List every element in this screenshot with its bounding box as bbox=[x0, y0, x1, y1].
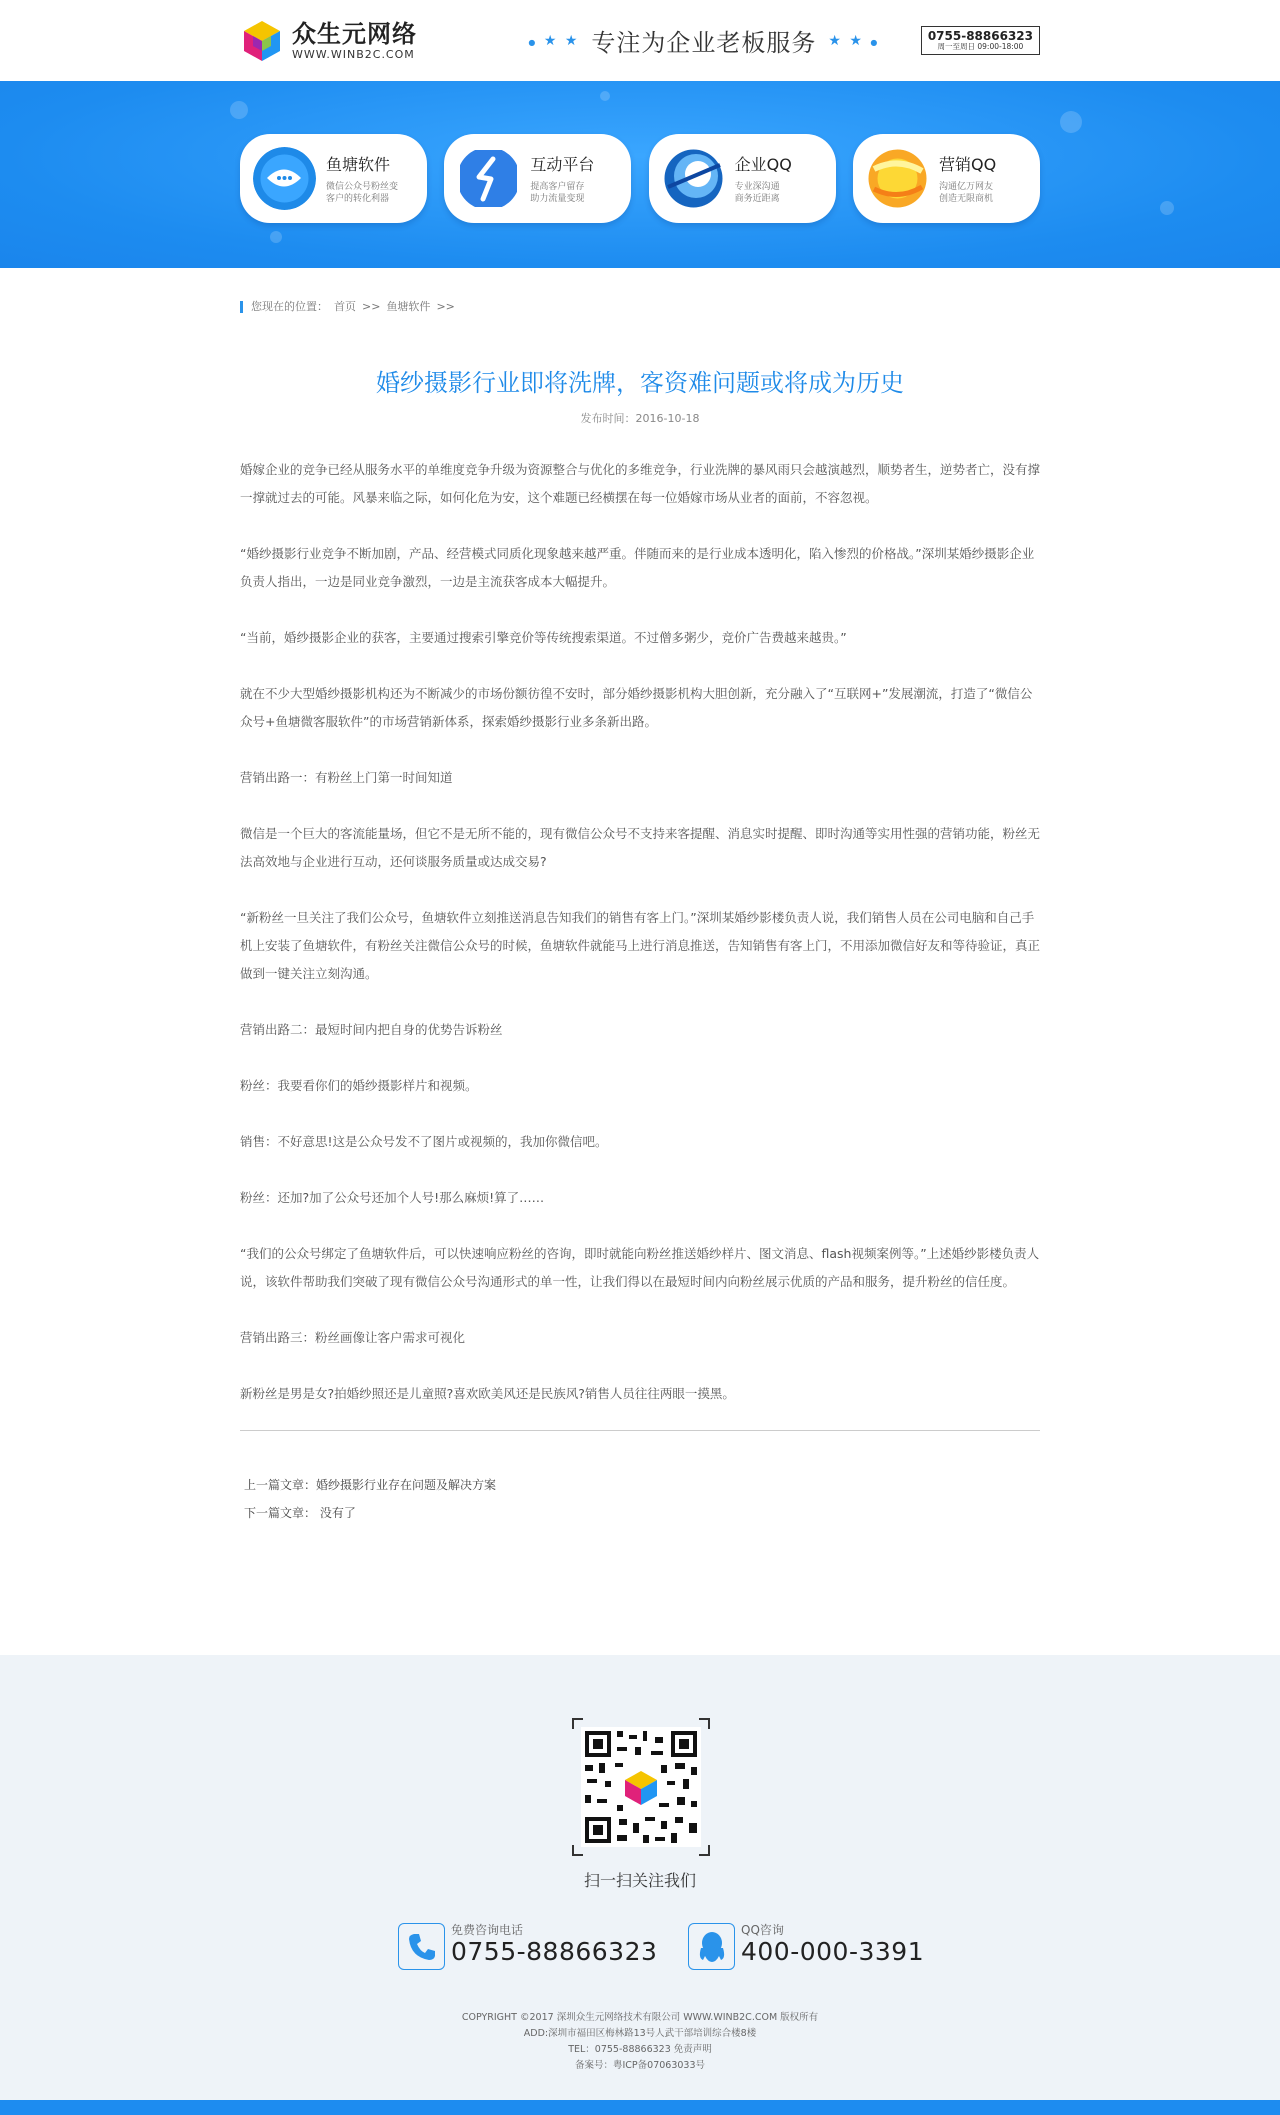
address-text: ADD:深圳市福田区梅林路13号人武干部培训综合楼8楼 bbox=[523, 2028, 757, 2039]
star-left-icon: ● ★ ★ bbox=[528, 32, 580, 49]
article-paragraph: “当前，婚纱摄影企业的获客，主要通过搜索引擎竞价等传统搜索渠道。不过僧多粥少，竞价广告费越来越贵。” bbox=[240, 630, 847, 645]
article-paragraph: 营销出路三：粉丝画像让客户需求可视化 bbox=[240, 1330, 466, 1345]
card-fishpond[interactable] bbox=[240, 134, 427, 223]
breadcrumb-current[interactable]: 鱼塘软件 bbox=[386, 300, 431, 313]
breadcrumb-prefix: 您现在的位置： bbox=[251, 300, 328, 313]
scan-follow-text: 扫一扫关注我们 bbox=[583, 1871, 696, 1890]
marketing-qq-icon bbox=[866, 147, 929, 210]
article-paragraph: 就在不少大型婚纱摄影机构还为不断减少的市场份额彷徨不安时，部分婚纱摄影机构大胆创新，充分融入了“互联网+”发展潮流，打造了“微信公众号+鱼塘微客服软件”的市场营销新体系，探索婚纱摄影行业多条新出路。 bbox=[240, 686, 1033, 729]
fishpond-icon bbox=[253, 147, 316, 210]
card-desc-1: 提高客户留存 bbox=[530, 182, 585, 192]
qq-label: QQ咨询 bbox=[741, 1923, 784, 1937]
article-paragraph: 新粉丝是男是女?拍婚纱照还是儿童照?喜欢欧美风还是民族风?销售人员往往两眼一摸黑。 bbox=[240, 1386, 735, 1401]
qq-number: 400-000-3391 bbox=[741, 1937, 925, 1966]
qr-code-icon bbox=[571, 1717, 711, 1857]
brand-name: 众生元网络 bbox=[292, 20, 417, 48]
card-desc-1: 沟通亿万网友 bbox=[938, 182, 993, 192]
article-paragraph: “新粉丝一旦关注了我们公众号，鱼塘软件立刻推送消息告知我们的销售有客上门。”深圳某婚纱影楼负责人说，我们销售人员在公司电脑和自己手机上安装了鱼塘软件，有粉丝关注微信公众号的时候，鱼塘软件就能马上进行消息推送，告知销售有客上门，不用添加微信好友和等待验证，真正做到一键关注立刻沟通。 bbox=[240, 910, 1041, 981]
main-content bbox=[240, 301, 1040, 1527]
icp-text[interactable]: 备案号：粤ICP备07063033号 bbox=[574, 2060, 706, 2071]
breadcrumb-separator: >> bbox=[362, 300, 381, 313]
article-paragraph: 营销出路一：有粉丝上门第一时间知道 bbox=[240, 770, 453, 785]
card-desc-2: 助力流量变现 bbox=[530, 194, 585, 204]
article-paragraph: “我们的公众号绑定了鱼塘软件后，可以快速响应粉丝的咨询，即时就能向粉丝推送婚纱样片、图文消息、flash视频案例等。”上述婚纱影楼负责人说，该软件帮助我们突破了现有微信公众号沟通形式的单一性，让我们得以在最短时间内向粉丝展示优质的产品和服务，提升粉丝的信任度。 bbox=[240, 1246, 1040, 1289]
breadcrumb-separator: >> bbox=[436, 300, 455, 313]
slogan bbox=[528, 23, 879, 58]
article-paragraph: 粉丝：还加?加了公众号还加个人号!那么麻烦!算了…… bbox=[240, 1190, 545, 1205]
phone-contact bbox=[398, 1923, 657, 1970]
article-divider bbox=[240, 1430, 1040, 1431]
hotline-hours: 周一至周日 09:00-18:00 bbox=[937, 41, 1024, 51]
article-date: 发布时间：2016-10-18 bbox=[580, 412, 700, 425]
site-header bbox=[0, 0, 1280, 81]
qq-icon bbox=[688, 1923, 735, 1970]
slogan-text: 专注为企业老板服务 bbox=[591, 29, 817, 57]
card-desc-2: 客户的转化利器 bbox=[326, 194, 390, 204]
article-paragraph: “婚纱摄影行业竞争不断加剧，产品、经营模式同质化现象越来越严重。伴随而来的是行业成本透明化，陷入惨烈的价格战。”深圳某婚纱摄影企业负责人指出，一边是同业竞争激烈，一边是主流获客成本大幅提升。 bbox=[240, 546, 1035, 589]
logo-cube-icon bbox=[240, 19, 284, 63]
site-footer bbox=[0, 1655, 1280, 2100]
card-enterprise-qq[interactable] bbox=[649, 134, 836, 223]
hotline-box bbox=[921, 26, 1040, 55]
article-nav bbox=[240, 1471, 1040, 1527]
article-paragraph: 营销出路二：最短时间内把自身的优势告诉粉丝 bbox=[240, 1022, 503, 1037]
article-paragraph: 销售：不好意思!这是公众号发不了图片或视频的，我加你微信吧。 bbox=[240, 1134, 608, 1149]
tel-text: TEL：0755-88866323 免责声明 bbox=[568, 2044, 712, 2055]
breadcrumb bbox=[240, 301, 1040, 313]
card-desc-2: 创造无限商机 bbox=[938, 194, 993, 204]
phone-icon bbox=[398, 1923, 445, 1970]
article-body bbox=[240, 456, 1040, 1408]
logo[interactable] bbox=[240, 19, 417, 63]
prev-article-link[interactable]: 上一篇文章：婚纱摄影行业存在问题及解决方案 bbox=[244, 1478, 497, 1492]
phone-label: 免费咨询电话 bbox=[451, 1923, 524, 1937]
bottom-bar bbox=[0, 2100, 1280, 2115]
enterprise-qq-icon bbox=[662, 147, 725, 210]
copyright-text: COPYRIGHT ©2017 深圳众生元网络技术有限公司 WWW.WINB2C.COM 版权所有 bbox=[461, 2012, 819, 2023]
card-interactive-platform[interactable] bbox=[444, 134, 631, 223]
article-paragraph: 微信是一个巨大的客流能量场，但它不是无所不能的，现有微信公众号不支持来客提醒、消息实时提醒、即时沟通等实用性强的营销功能，粉丝无法高效地与企业进行互动，还何谈服务质量或达成交易? bbox=[240, 826, 1041, 869]
card-title: 企业QQ bbox=[734, 155, 792, 174]
card-desc-1: 微信公众号粉丝变 bbox=[326, 182, 399, 192]
brand-url: WWW.WINB2C.COM bbox=[292, 48, 415, 61]
card-title: 鱼塘软件 bbox=[326, 155, 391, 174]
card-title: 营销QQ bbox=[938, 155, 997, 174]
card-desc-1: 专业深沟通 bbox=[734, 182, 780, 192]
star-right-icon: ★ ★ ● bbox=[828, 32, 880, 49]
article-paragraph: 婚嫁企业的竞争已经从服务水平的单维度竞争升级为资源整合与优化的多维竞争，行业洗牌的暴风雨只会越演越烈，顺势者生，逆势者亡，没有撑一撑就过去的可能。风暴来临之际，如何化危为安，这个难题已经横摆在每一位婚嫁市场从业者的面前，不容忽视。 bbox=[240, 462, 1041, 505]
article-paragraph: 粉丝：我要看你们的婚纱摄影样片和视频。 bbox=[240, 1078, 478, 1093]
breadcrumb-home[interactable]: 首页 bbox=[334, 300, 356, 313]
hotline-number: 0755-88866323 bbox=[927, 28, 1033, 43]
article-title: 婚纱摄影行业即将洗牌，客资难问题或将成为历史 bbox=[376, 369, 904, 397]
interactive-platform-icon bbox=[457, 147, 520, 210]
card-marketing-qq[interactable] bbox=[853, 134, 1040, 223]
card-desc-2: 商务近距离 bbox=[734, 194, 780, 204]
card-title: 互动平台 bbox=[530, 155, 595, 174]
qq-contact bbox=[688, 1923, 924, 1970]
next-article-link[interactable]: 下一篇文章： 没有了 bbox=[244, 1506, 356, 1520]
copyright-block bbox=[0, 2010, 1280, 2074]
phone-number: 0755-88866323 bbox=[451, 1937, 658, 1966]
product-banner bbox=[0, 81, 1280, 268]
